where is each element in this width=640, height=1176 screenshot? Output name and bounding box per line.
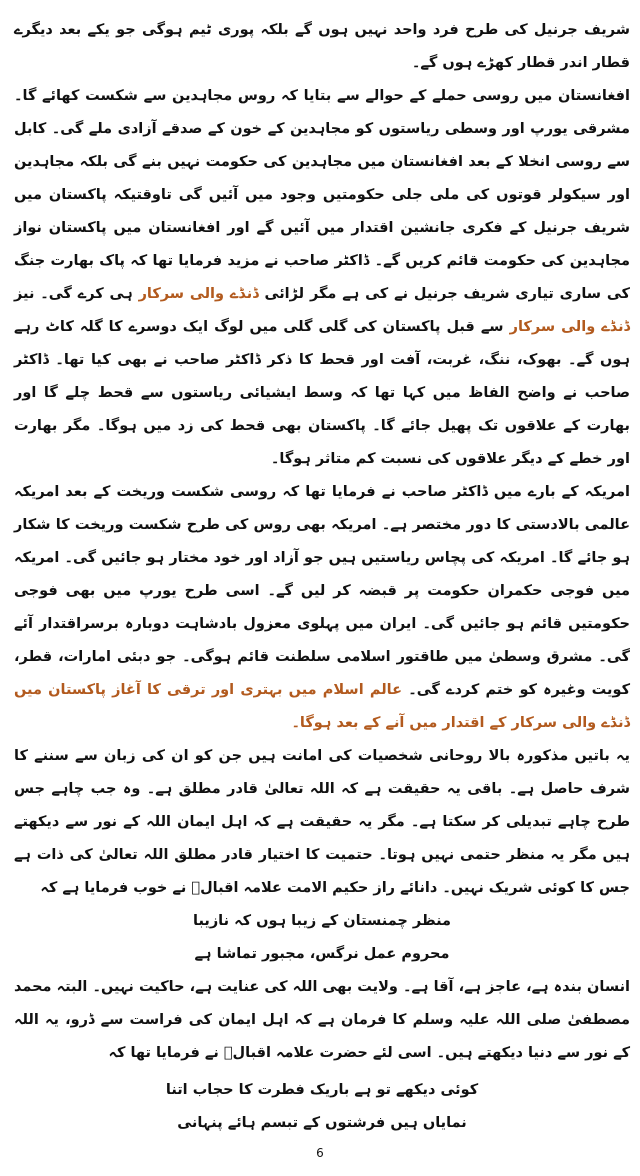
paragraph-text: افغانستان میں روسی حملے کے حوالے سے بتایا کہ روس مجاہدین سے شکست کھائے گا۔ مشرقی یورپ اور وسطی ریاستوں کو مجاہدین کے خون کے صدقے آزادی ملے گی۔ کابل سے روسی انخلا کے بعد افغانستان میں مجاہدین کی حکومت نہیں بنے گی بلکہ مجاہدین اور سیکولر قوتوں کی ملی جلی حکومتیں وجود میں آئیں گی تاوقتیکہ پاکستان میں شریف جرنیل کے فکری جانشین اقتدار میں آئیں گے اور افغانستان میں پاکستان نواز مجاہدین کی حکومت قائم کریں گے۔ ڈاکٹر صاحب نے مزید فرمایا تھا کہ پاک بھارت جنگ کی ساری تیاری شریف جرنیل نے کی ہے مگر لڑائی: [14, 88, 630, 302]
verse-1: [14, 905, 630, 971]
paragraph-1: [14, 14, 630, 80]
paragraph-4: [14, 740, 630, 905]
verse-2-line-2: نمایاں ہیں فرشتوں کے تبسم ہائے پنہانی: [177, 1115, 467, 1131]
highlighted-text: ڈنڈے والی سرکار: [509, 319, 630, 335]
paragraph-text: ہی کرے گی۔ نیز: [14, 286, 139, 302]
verse-1-line-1: منظر چمنستان کے زیبا ہوں کہ نازیبا: [193, 913, 451, 929]
paragraph-text: شریف جرنیل کی طرح فرد واحد نہیں ہوں گے بلکہ پوری ٹیم ہوگی جو یکے بعد دیگرے قطار اندر قطار کھڑے ہوں گے۔: [14, 22, 630, 71]
paragraph-text: یہ باتیں مذکورہ بالا روحانی شخصیات کی امانت ہیں جن کو ان کی زبان سے سننے کا شرف حاصل ہے۔ باقی یہ حقیقت ہے کہ اللہ تعالیٰ قادر مطلق ہے۔ وہ جب چاہے جس طرح چاہے تبدیلی کر سکتا ہے۔ مگر یہ حقیقت ہے کہ اہل ایمان اللہ کے نور سے دیکھتے ہیں مگر یہ منظر حتمی نہیں ہوتا۔ حتمیت کا اختیار قادر مطلق اللہ تعالیٰ کی ذات ہے جس کا کوئی شریک نہیں۔ دانائے راز حکیم الامت علامہ اقبالؒ نے خوب فرمایا ہے کہ: [14, 748, 630, 896]
body-text: [14, 14, 630, 905]
paragraph-text: سے قبل پاکستان کی گلی گلی میں لوگ ایک دوسرے کا گلہ کاٹ رہے ہوں گے۔ بھوک، ننگ، غربت، آفت اور قحط کا ذکر ڈاکٹر صاحب نے بھی کیا تھا۔ ڈاکٹر صاحب نے واضح الفاظ میں کہا تھا کہ وسط ایشیائی ریاستوں سے قحط چلے گا اور بھارت کے علاقوں تک پھیل جائے گا۔ پاکستان بھی قحط کی زد میں ہوگا۔ مگر بھارت اور خطے کے دیگر علاقوں کی نسبت کم متاثر ہوگا۔: [14, 319, 630, 467]
paragraph-3: [14, 476, 630, 740]
verse-2-line-1: کوئی دیکھے تو ہے باریک فطرت کا حجاب اتنا: [165, 1082, 479, 1098]
highlighted-text: ڈنڈے والی سرکار: [138, 286, 259, 302]
verse-2: [14, 1074, 630, 1140]
page-number: 6: [316, 1146, 324, 1160]
paragraph-5: انسان بندہ ہے، عاجز ہے، آقا ہے۔ ولایت بھی اللہ کی عنایت ہے، حاکیت نہیں۔ البتہ محمد مصطفیٰ صلی اللہ علیہ وسلم کا فرمان ہے کہ اہل ایمان کی فراست سے ڈرو، یہ اللہ کے نور سے دنیا دیکھتے ہیں۔ اسی لئے حضرت علامہ اقبالؒ نے فرمایا تھا کہ: [14, 979, 630, 1061]
paragraph-text: امریکہ کے بارے میں ڈاکٹر صاحب نے فرمایا تھا کہ روسی شکست وریخت کے بعد امریکہ عالمی بالادستی کا دور مختصر ہے۔ امریکہ بھی روس کی طرح شکست وریخت کا شکار ہو جائے گا۔ امریکہ کی پچاس ریاستیں ہیں جو آزاد اور خود مختار ہو جائیں گی۔ امریکہ میں فوجی حکمران حکومت پر قبضہ کر لیں گے۔ اسی طرح یورپ میں بھی فوجی حکومتیں قائم ہو جائیں گی۔ ایران میں پہلوی معزول بادشاہت دوبارہ برسراقتدار آئے گی۔ مشرق وسطیٰ میں طاقتور اسلامی سلطنت قائم ہوگی۔ جو دبئی امارات، قطر، کویت وغیرہ کو ختم کردے گی۔: [14, 484, 631, 698]
verse-1-line-2: محروم عمل نرگس، مجبور تماشا ہے: [194, 946, 450, 962]
highlighted-text: عالم اسلام میں بہتری اور ترقی کا آغاز پاکستان میں ڈنڈے والی سرکار کے اقتدار میں آنے کے بعد ہوگا۔: [14, 682, 630, 731]
paragraph-2: [14, 80, 630, 476]
